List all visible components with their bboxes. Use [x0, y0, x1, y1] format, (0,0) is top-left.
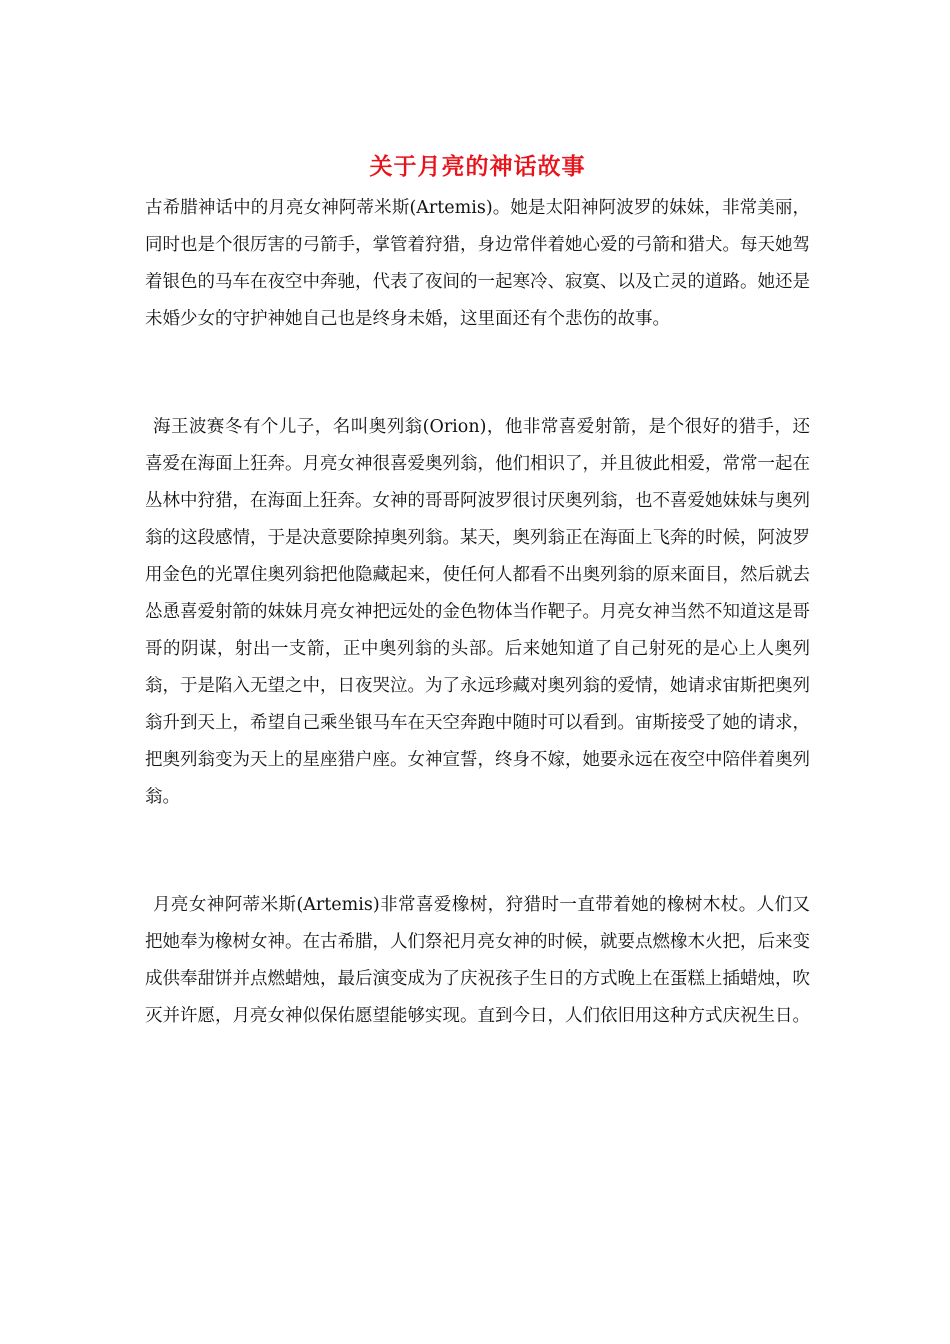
paragraph-artemis-intro: 古希腊神话中的月亮女神阿蒂米斯(Artemis)。她是太阳神阿波罗的妹妹，非常美丽，同时也是个很厉害的弓箭手，掌管着狩猎，身边常伴着她心爱的弓箭和猎犬。每天她驾着银色的马车在夜空中奔驰，代表了夜间的一起寒冷、寂寞、以及亡灵的道路。她还是未婚少女的守护神她自己也是终身未婚，这里面还有个悲伤的故事。	[145, 198, 810, 329]
document-page	[145, 150, 810, 1035]
paragraph-orion-story: 海王波赛冬有个儿子，名叫奥列翁(Orion)，他非常喜爱射箭，是个很好的猎手，还喜爱在海面上狂奔。月亮女神很喜爱奥列翁，他们相识了，并且彼此相爱，常常一起在丛林中狩猎，在海面上狂奔。女神的哥哥阿波罗很讨厌奥列翁，也不喜爱她妹妹与奥列翁的这段感情，于是决意要除掉奥列翁。某天，奥列翁正在海面上飞奔的时候，阿波罗用金色的光罩住奥列翁把他隐藏起来，使任何人都看不出奥列翁的原来面目，然后就去怂恿喜爱射箭的妹妹月亮女神把远处的金色物体当作靶子。月亮女神当然不知道这是哥哥的阴谋，射出一支箭，正中奥列翁的头部。后来她知道了自己射死的是心上人奥列翁，于是陷入无望之中，日夜哭泣。为了永远珍藏对奥列翁的爱情，她请求宙斯把奥列翁升到天上，希望自己乘坐银马车在天空奔跑中随时可以看到。宙斯接受了她的请求，把奥列翁变为天上的星座猎户座。女神宣誓，终身不嫁，她要永远在夜空中陪伴着奥列翁。	[145, 417, 810, 807]
paragraph-oak-and-birthday: 月亮女神阿蒂米斯(Artemis)非常喜爱橡树，狩猎时一直带着她的橡树木杖。人们又把她奉为橡树女神。在古希腊，人们祭祀月亮女神的时候，就要点燃橡木火把，后来变成供奉甜饼并点燃蜡烛，最后演变成为了庆祝孩子生日的方式晚上在蛋糕上插蜡烛，吹灭并许愿，月亮女神似保佑愿望能够实现。直到今日，人们依旧用这种方式庆祝生日。	[145, 895, 810, 1026]
document-title: 关于月亮的神话故事	[369, 153, 586, 180]
